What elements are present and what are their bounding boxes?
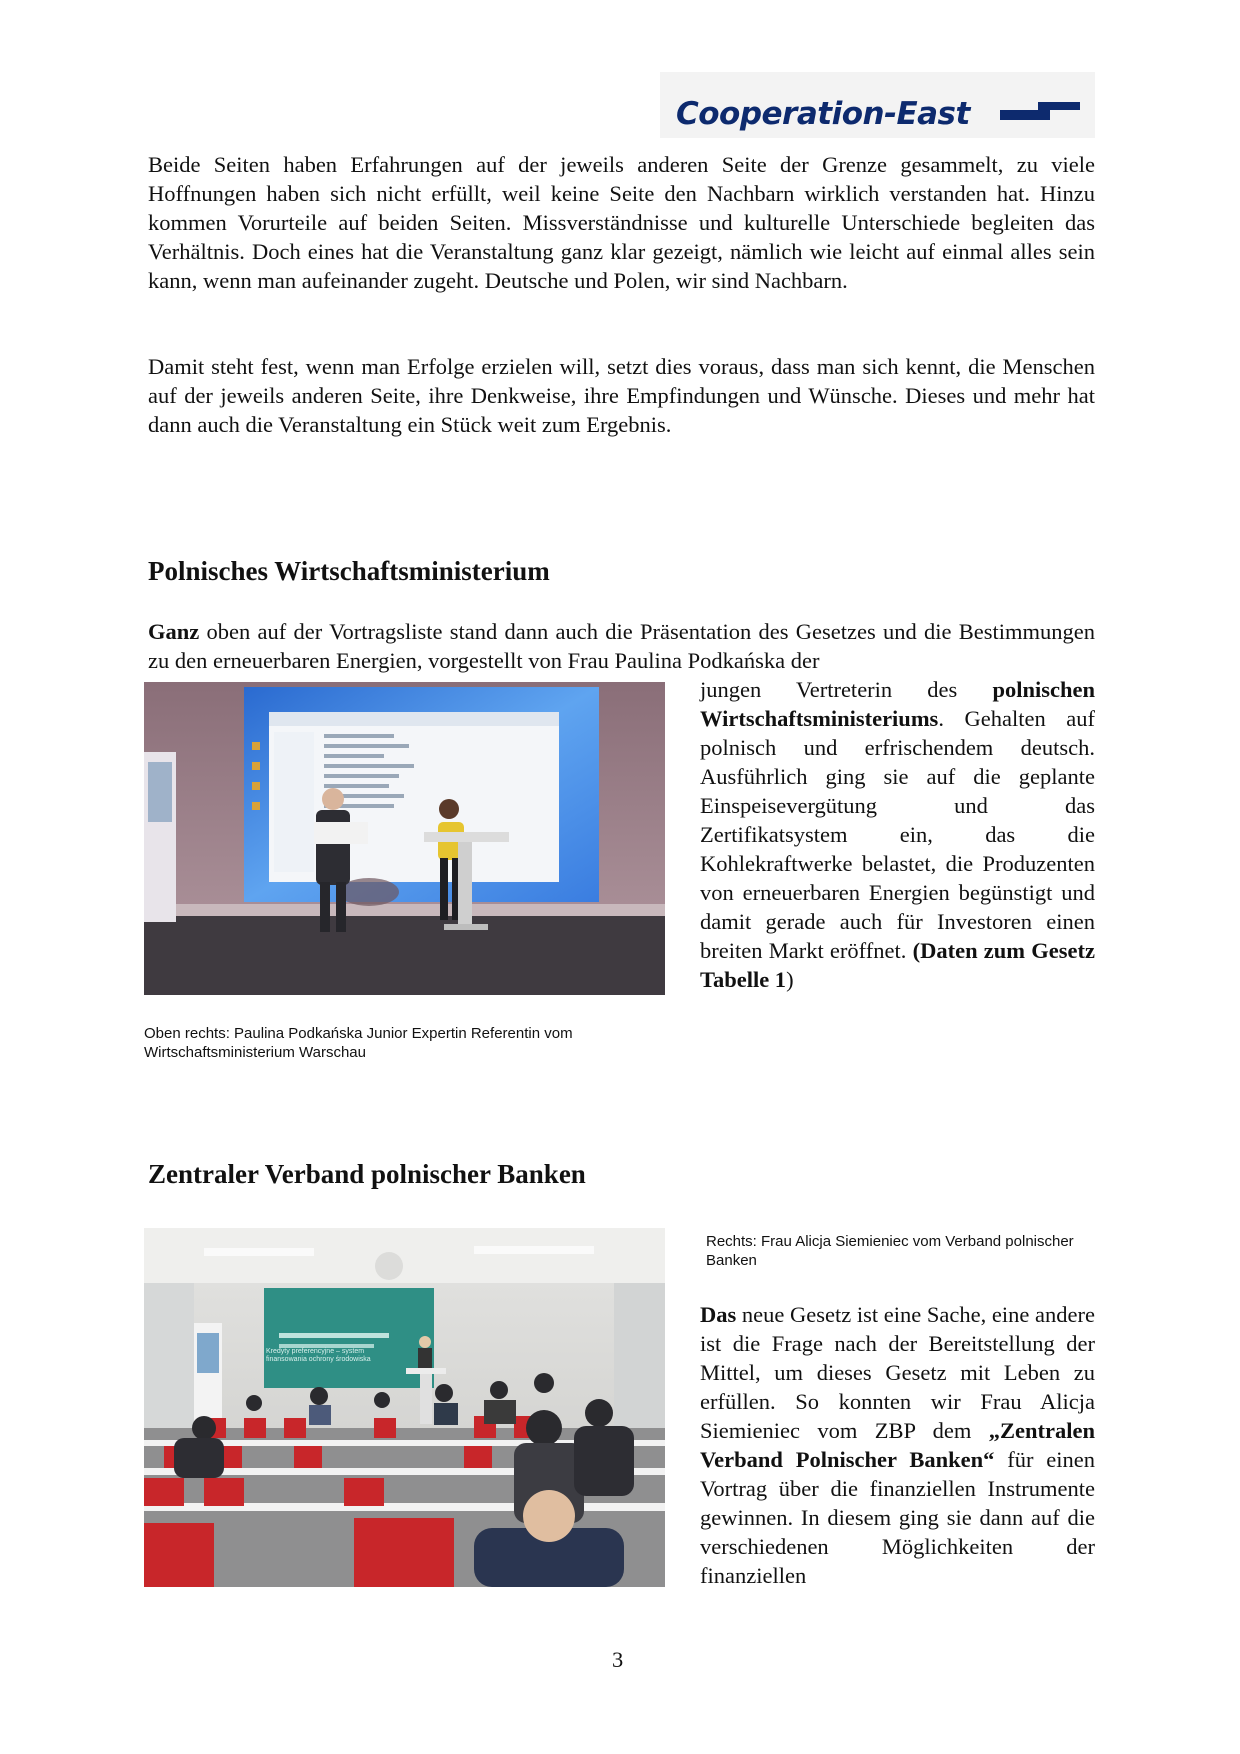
photo-ministry-presentation — [144, 682, 665, 995]
photo-banks-conference — [144, 1228, 665, 1587]
section1-col-bold-1: polnischen Wirtschaftsministeriums — [700, 677, 1095, 731]
photo-caption-banks: Rechts: Frau Alicja Siemieniec vom Verband polnischer Banken — [706, 1233, 1074, 1269]
section1-column-text — [700, 675, 1095, 994]
intro-paragraph-1 — [148, 150, 1095, 295]
intro-text-2: Damit steht fest, wenn man Erfolge erzielen will, setzt dies voraus, dass man sich kennt, die Menschen auf der jeweils anderen Seite, ihre Denkweise, ihre Empfindungen und Wünsche. Dieses und mehr hat dann auch die Veranstaltung ein Stück weit zum Ergebnis. — [148, 354, 1095, 437]
section2-text-2: für einen Vortrag über die finanziellen Instrumente gewinnen. In diesem ging sie dann auf die verschiedenen Möglichkeiten der finanziellen — [700, 1447, 1095, 1588]
section1-col-text-2: . Gehalten auf polnisch und erfrischendem deutsch. Ausführlich ging sie auf die geplante Einspeisevergütung und das Zertifikatsystem ein, das die Kohlekraftwerke belastet, die Produzenten von erneuerbaren Energien begünstigt und damit gerade auch für Investoren einen breiten Markt eröffnet. — [700, 706, 1095, 963]
section1-col-end: ) — [786, 967, 794, 992]
section1-lead-bold: Ganz — [148, 619, 200, 644]
section2-bold-1: „Zentralen Verband Polnischer Banken“ — [700, 1418, 1095, 1472]
section2-text-1: neue Gesetz ist eine Sache, eine andere ist die Frage nach der Bereitstellung der Mittel, um dieses Gesetz mit Leben zu erfüllen. So konnten wir Frau Alicja Siemieniec vom ZBP dem — [700, 1302, 1095, 1443]
photo-caption-ministry: Oben rechts: Paulina Podkańska Junior Expertin Referentin vom Wirtschaftsministerium Warschau — [144, 1025, 573, 1061]
section1-col-bold-2: (Daten zum Gesetz Tabelle 1 — [700, 938, 1095, 992]
intro-paragraph-2 — [148, 352, 1095, 439]
section1-lead-text: oben auf der Vortragsliste stand dann auch die Präsentation des Gesetzes und die Bestimmungen zu den erneuerbaren Energien, vorgestellt von Frau Paulina Podkańska der — [148, 619, 1095, 673]
section1-col-text-1: jungen Vertreterin des — [700, 677, 993, 702]
intro-text-1: Beide Seiten haben Erfahrungen auf der jeweils anderen Seite der Grenze gesammelt, zu viele Hoffnungen haben sich nicht erfüllt, weil keine Seite den Nachbarn wirklich verstanden hat. Hinzu kommen Vorurteile auf beiden Seiten. Missverständnisse und kulturelle Unterschiede begleiten das Verhältnis. Doch eines hat die Veranstaltung ganz klar gezeigt, nämlich wie leicht auf einmal alles sein kann, wenn man aufeinander zugeht. Deutsche und Polen, wir sind Nachbarn. — [148, 152, 1095, 293]
section2-lead-bold: Das — [700, 1302, 737, 1327]
slide-text: Kredyty preferencyjne – system finansowania ochrony środowiska — [266, 1348, 371, 1363]
slide-title-line — [279, 1333, 389, 1338]
section-heading-ministry: Polnisches Wirtschaftsministerium — [148, 556, 550, 586]
section-heading-banks: Zentraler Verband polnischer Banken — [148, 1159, 586, 1189]
logo-bars — [1000, 102, 1080, 126]
section1-lead — [148, 617, 1095, 675]
page-number: 3 — [612, 1647, 624, 1672]
logo-text: Cooperation-East — [676, 96, 970, 132]
cooperation-east-logo — [660, 72, 1095, 138]
section2-column-text — [700, 1300, 1095, 1590]
